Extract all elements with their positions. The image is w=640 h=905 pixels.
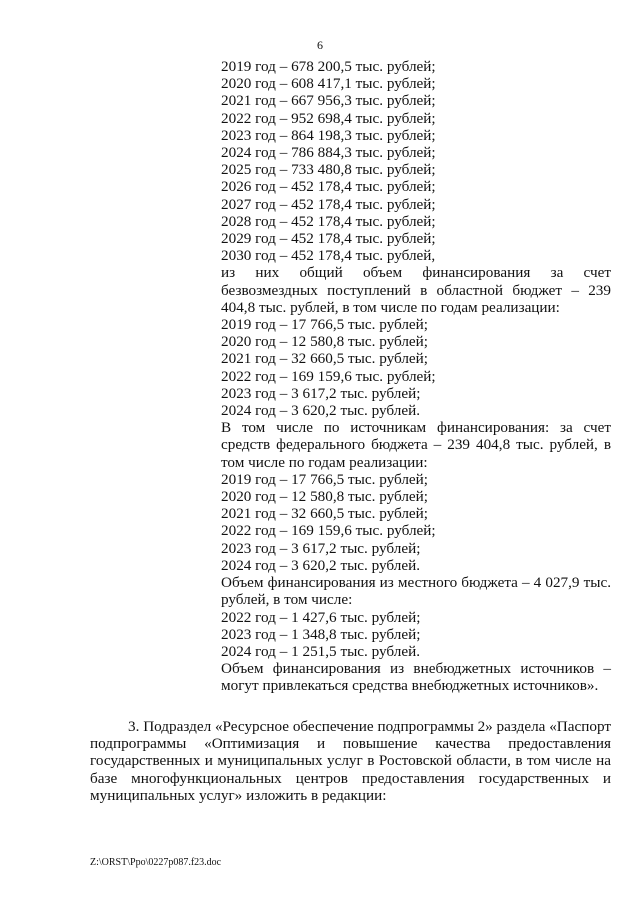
list-item: 2023 год – 1 348,8 тыс. рублей; [221, 625, 421, 643]
list-item: 2029 год – 452 178,4 тыс. рублей; [221, 230, 436, 248]
list-item: 2023 год – 3 617,2 тыс. рублей; [221, 539, 421, 557]
list-item: 2021 год – 32 660,5 тыс. рублей; [221, 505, 429, 523]
page-number: 6 [317, 38, 323, 52]
list-item: 2022 год – 169 159,6 тыс. рублей; [221, 522, 436, 540]
extrabudgetary-paragraph: Объем финансирования из внебюджетных источников – могут привлекаться средства внебюджетных источников». [221, 660, 611, 695]
list-item: 2027 год – 452 178,4 тыс. рублей; [221, 195, 436, 213]
list-item: 2024 год – 786 884,3 тыс. рублей; [221, 144, 436, 162]
section-3-paragraph: 3. Подраздел «Ресурсное обеспечение подпрограммы 2» раздела «Паспорт подпрограммы «Оптимизация и повышение качества предоставления государственных и муниципальных услуг в Ростовской области, в том числе на базе многофункциональных центров предоставления государственных и муниципальных услуг» изложить в редакции: [90, 718, 611, 804]
list-item: 2022 год – 169 159,6 тыс. рублей; [221, 367, 436, 385]
list-item: 2020 год – 12 580,8 тыс. рублей; [221, 333, 429, 351]
list-item: 2020 год – 608 417,1 тыс. рублей; [221, 75, 436, 93]
list-item: 2026 год – 452 178,4 тыс. рублей; [221, 178, 436, 196]
list-item: 2024 год – 3 620,2 тыс. рублей. [221, 402, 421, 420]
list-item: 2019 год – 17 766,5 тыс. рублей; [221, 470, 429, 488]
list-item: 2022 год – 952 698,4 тыс. рублей; [221, 109, 436, 127]
local-budget-list [221, 609, 611, 661]
list-item: 2019 год – 17 766,5 тыс. рублей; [221, 316, 429, 334]
federal-budget-list [221, 471, 611, 574]
yearly-total-list [221, 58, 611, 264]
list-item: 2025 год – 733 480,8 тыс. рублей; [221, 161, 436, 179]
list-item: 2022 год – 1 427,6 тыс. рублей; [221, 608, 421, 626]
list-item: 2023 год – 864 198,3 тыс. рублей; [221, 126, 436, 144]
local-budget-paragraph: Объем финансирования из местного бюджета – 4 027,9 тыс. рублей, в том числе: [221, 574, 611, 609]
list-item: 2030 год – 452 178,4 тыс. рублей, [221, 247, 436, 265]
footer-file-path: Z:\ORST\Ppo\0227p087.f23.doc [90, 857, 222, 868]
federal-budget-paragraph: В том числе по источникам финансирования: за счет средств федерального бюджета – 239 404,8 тыс. рублей, в том числе по годам реализации: [221, 419, 611, 471]
gratuitous-receipts-list [221, 316, 611, 419]
list-item: 2028 год – 452 178,4 тыс. рублей; [221, 212, 436, 230]
list-item: 2021 год – 667 956,3 тыс. рублей; [221, 92, 436, 110]
list-item: 2024 год – 3 620,2 тыс. рублей. [221, 556, 421, 574]
list-item: 2021 год – 32 660,5 тыс. рублей; [221, 350, 429, 368]
gratuitous-receipts-paragraph: из них общий объем финансирования за счет безвозмездных поступлений в областной бюджет – 239 404,8 тыс. рублей, в том числе по годам реализации: [221, 264, 611, 316]
list-item: 2024 год – 1 251,5 тыс. рублей. [221, 642, 421, 660]
list-item: 2019 год – 678 200,5 тыс. рублей; [221, 58, 436, 75]
funding-block [221, 58, 611, 695]
list-item: 2020 год – 12 580,8 тыс. рублей; [221, 488, 429, 506]
list-item: 2023 год – 3 617,2 тыс. рублей; [221, 384, 421, 402]
